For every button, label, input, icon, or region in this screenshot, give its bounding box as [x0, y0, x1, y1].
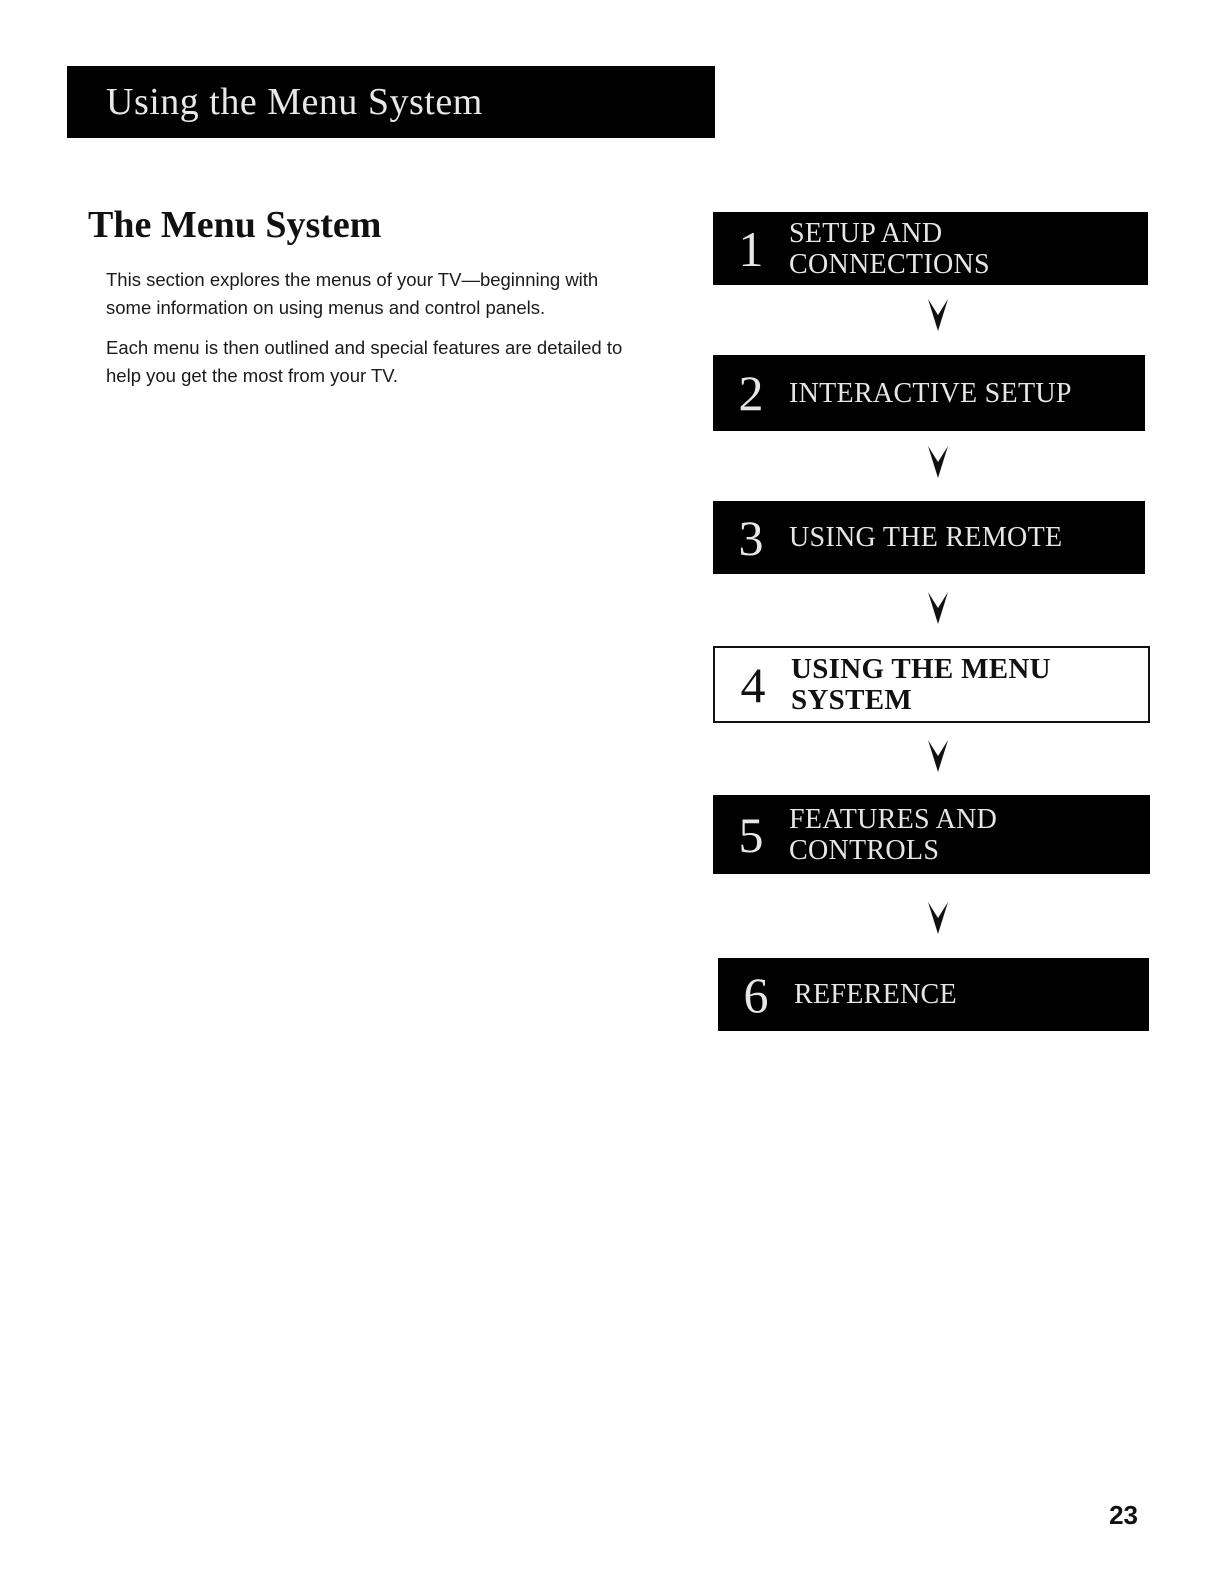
section-header-title: Using the Menu System [106, 81, 483, 123]
step-label: USING THE REMOTE [789, 522, 1063, 553]
step-using-the-remote [713, 501, 1145, 574]
step-number: 1 [738, 220, 764, 277]
down-arrow-icon [926, 444, 950, 482]
step-number: 6 [743, 966, 769, 1023]
step-label: USING THE MENU SYSTEM [791, 652, 1051, 716]
step-label: SETUP AND CONNECTIONS [789, 217, 990, 280]
down-arrow-icon [926, 590, 950, 628]
step-number: 5 [738, 806, 764, 863]
step-setup-and-connections [713, 212, 1148, 285]
step-number: 3 [738, 509, 764, 566]
step-label: REFERENCE [794, 979, 957, 1010]
intro-paragraph-2: Each menu is then outlined and special features are detailed to help you get the most from your TV. [106, 337, 623, 386]
step-interactive-setup [713, 355, 1145, 431]
step-label: INTERACTIVE SETUP [789, 377, 1072, 409]
step-number: 4 [740, 656, 766, 713]
intro-text [106, 266, 646, 402]
step-using-the-menu-system [713, 646, 1150, 723]
intro-paragraph-1: This section explores the menus of your TV—beginning with some information on using menus and control panels. [106, 269, 599, 318]
down-arrow-icon [926, 297, 950, 335]
down-arrow-icon [926, 900, 950, 938]
down-arrow-icon [926, 738, 950, 776]
step-reference [718, 958, 1149, 1031]
page-number: 23 [1109, 1500, 1138, 1530]
step-number: 2 [738, 365, 764, 421]
step-features-and-controls [713, 795, 1150, 874]
page-title: The Menu System [88, 204, 382, 246]
section-header-bar [67, 66, 715, 138]
step-label: FEATURES AND CONTROLS [789, 803, 998, 866]
